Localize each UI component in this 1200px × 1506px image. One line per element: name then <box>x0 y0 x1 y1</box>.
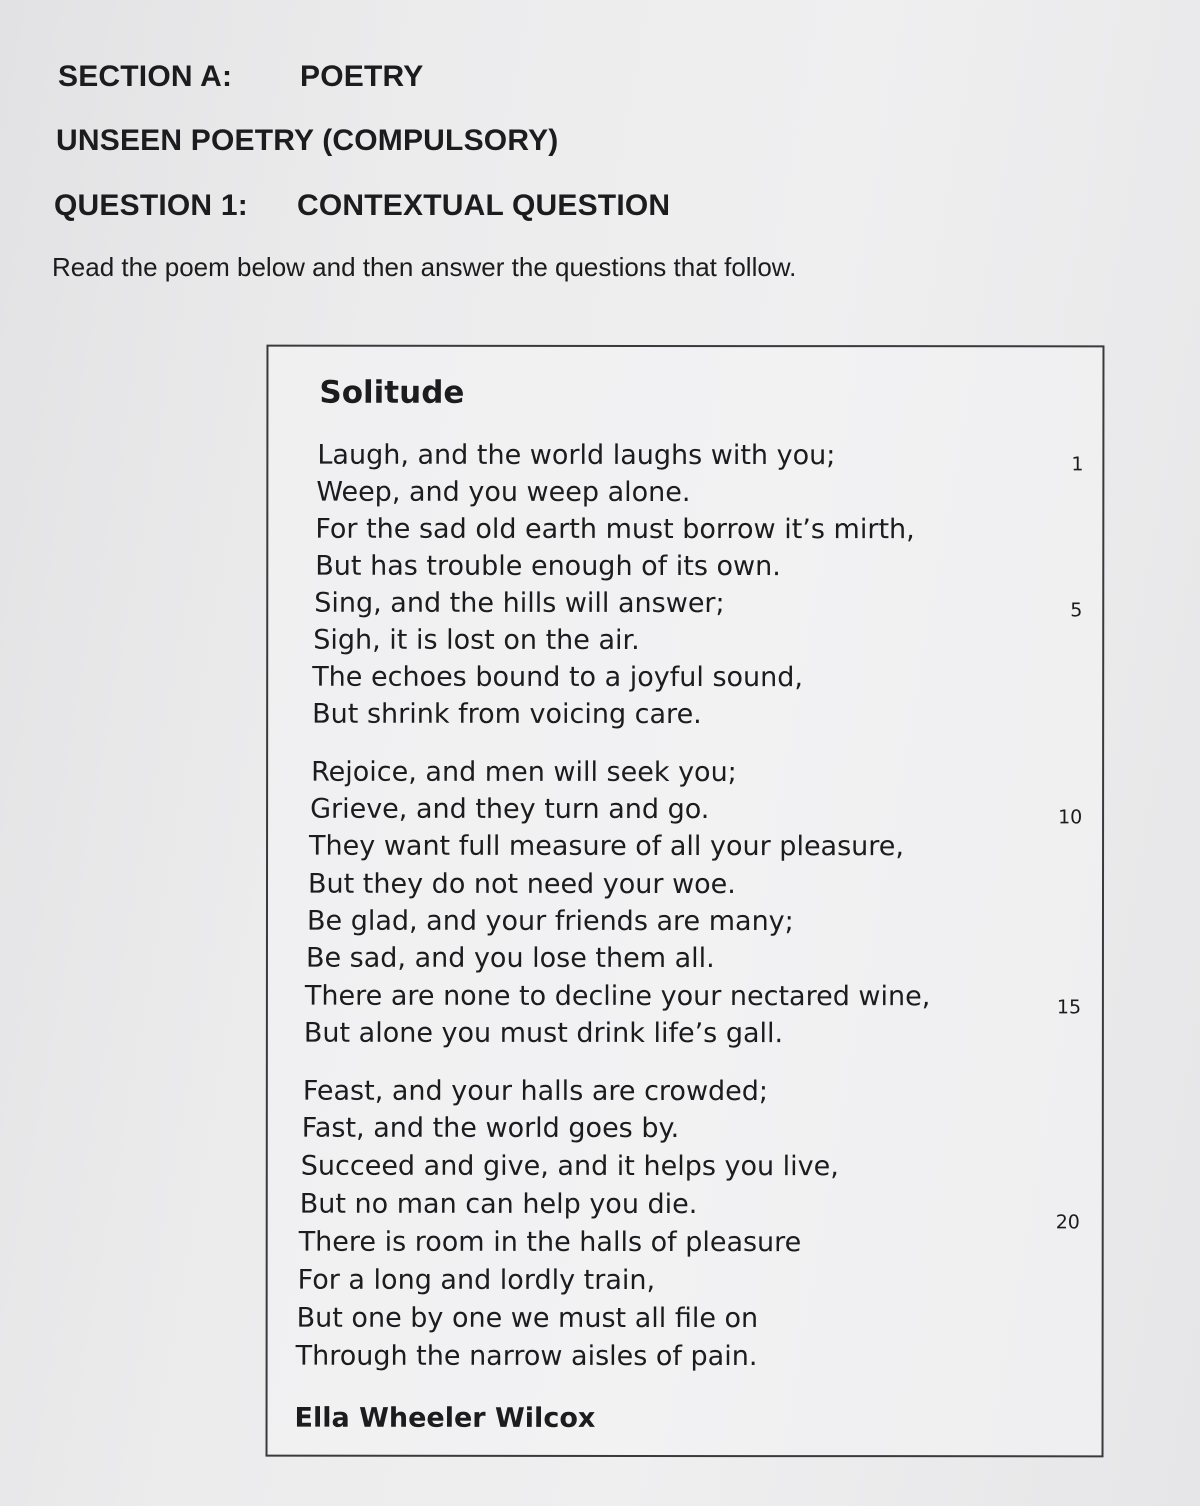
poem-line: But shrink from voicing care. <box>312 698 702 731</box>
poem-line: But no man can help you die. <box>299 1188 698 1221</box>
line-number: 20 <box>1055 1211 1080 1234</box>
section-label: SECTION A: <box>58 60 233 93</box>
poem-line: Sigh, it is lost on the air. <box>313 624 640 656</box>
poem-line: But alone you must drink life’s gall. <box>303 1017 784 1050</box>
poem-line: For the sad old earth must borrow it’s mirth, <box>315 513 915 546</box>
section-value: POETRY <box>300 60 424 93</box>
poem-line: Laugh, and the world laughs with you; <box>317 439 836 472</box>
poem-line: But they do not need your woe. <box>308 868 736 901</box>
poem-line: Fast, and the world goes by. <box>301 1112 680 1144</box>
question-heading <box>54 189 670 223</box>
instruction-text: Read the poem below and then answer the questions that follow. <box>52 252 797 282</box>
poem-line: The echoes bound to a joyful sound, <box>312 661 804 694</box>
poem-box <box>266 345 1105 1458</box>
poem-line: Weep, and you weep alone. <box>316 476 691 509</box>
poem-line: Through the narrow aisles of pain. <box>295 1340 758 1373</box>
poem-line: Feast, and your halls are crowded; <box>302 1075 769 1108</box>
poem-line: Be sad, and you lose them all. <box>305 942 715 975</box>
poem-line: But has trouble enough of its own. <box>315 550 781 583</box>
poem-line: They want full measure of all your pleasure, <box>309 830 904 863</box>
poem-line: For a long and lordly train, <box>297 1264 656 1296</box>
subsection-heading: UNSEEN POETRY (COMPULSORY) <box>56 124 559 157</box>
line-number: 1 <box>1071 453 1084 476</box>
poem-line: Grieve, and they turn and go. <box>310 793 710 826</box>
poem-line: There are none to decline your nectared wine, <box>304 980 931 1013</box>
line-number: 10 <box>1058 806 1083 829</box>
poem-line: Succeed and give, and it helps you live, <box>300 1150 839 1183</box>
section-heading <box>58 60 423 94</box>
poem-line: But one by one we must all file on <box>296 1302 759 1335</box>
question-value: CONTEXTUAL QUESTION <box>297 189 671 222</box>
poem-line: Rejoice, and men will seek you; <box>311 756 737 789</box>
line-number: 5 <box>1070 599 1083 622</box>
poem-author: Ella Wheeler Wilcox <box>294 1402 596 1434</box>
poem-line: Be glad, and your friends are many; <box>306 905 794 938</box>
poem-title: Solitude <box>319 374 465 411</box>
poem-line: Sing, and the hills will answer; <box>314 587 725 620</box>
question-label: QUESTION 1: <box>54 189 248 222</box>
line-number: 15 <box>1056 996 1082 1019</box>
poem-line: There is room in the halls of pleasure <box>298 1226 802 1259</box>
